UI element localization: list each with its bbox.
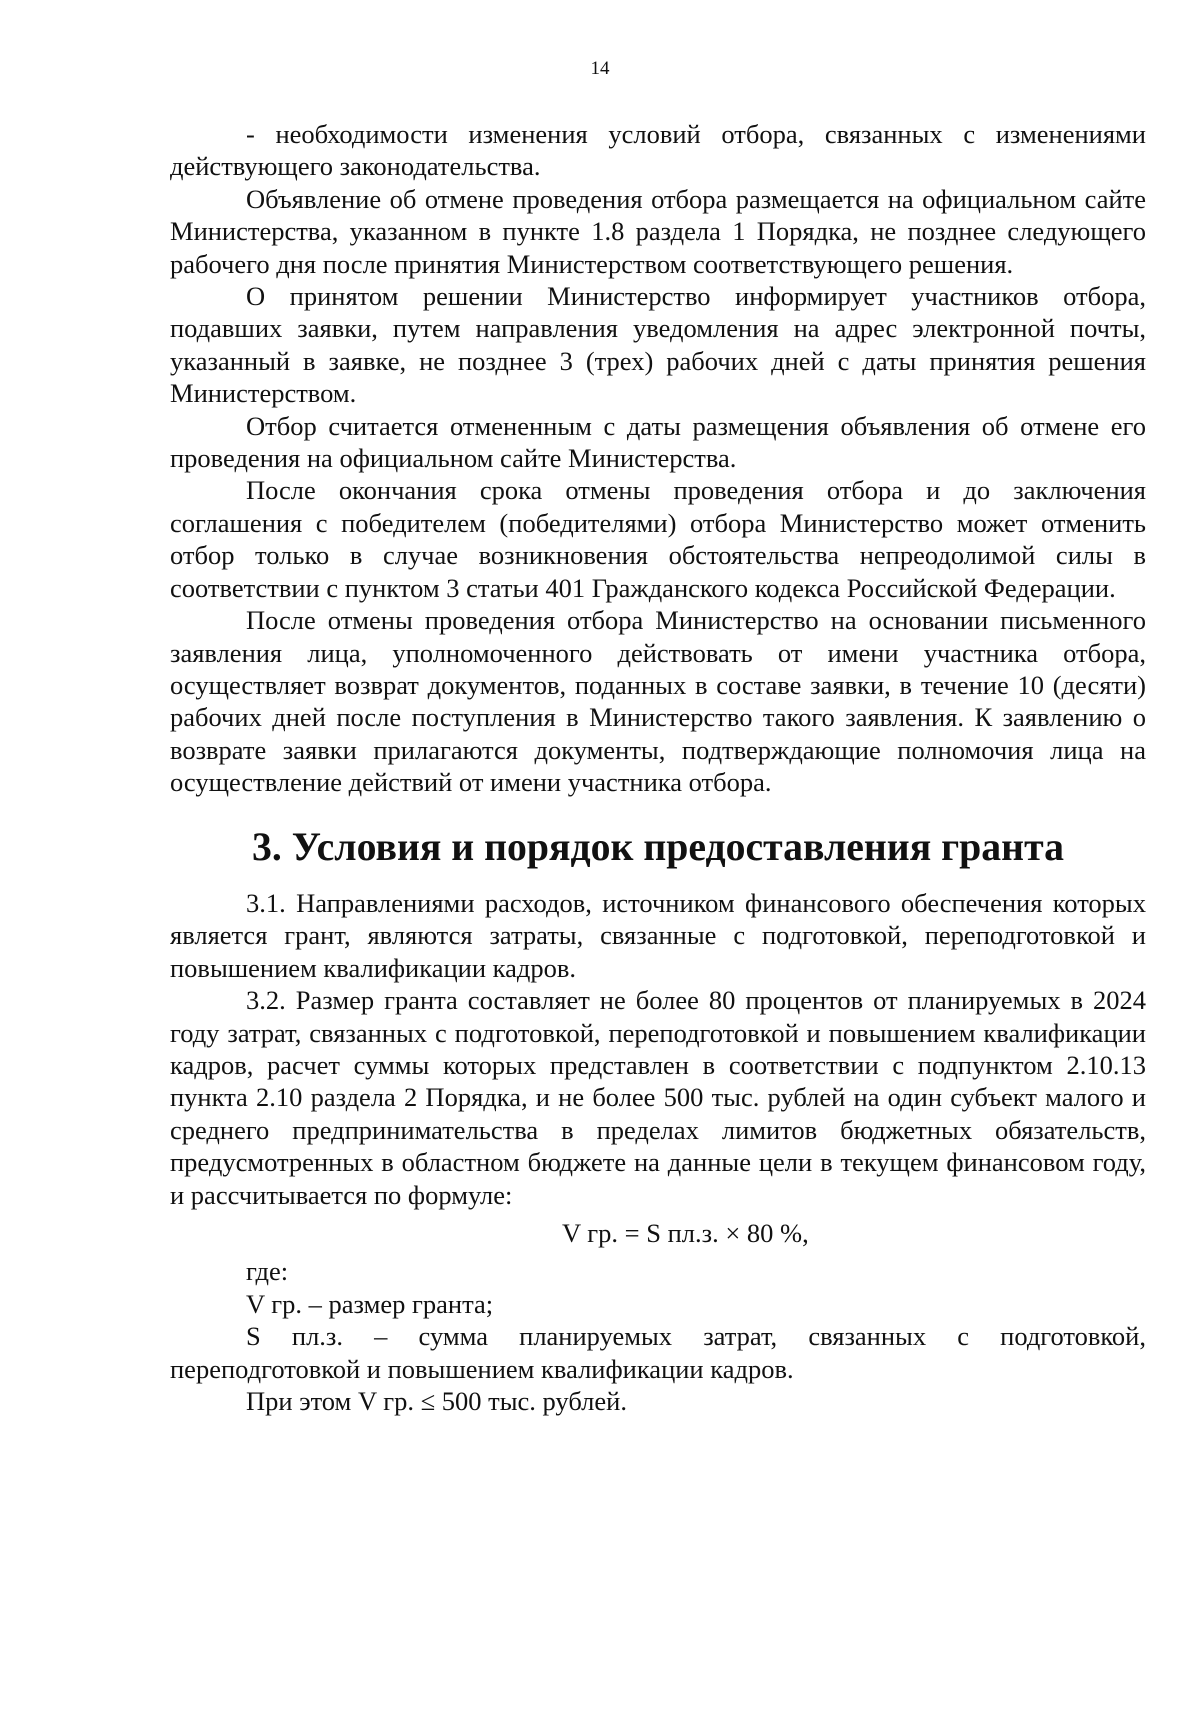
paragraph-cancel-announcement: Объявление об отмене проведения отбора размещается на официальном сайте Министерства, указанном в пункте 1.8 раздела 1 Порядка, не позднее следующего рабочего дня после принятия Министерством соответствующего решения. [170, 183, 1146, 279]
definition-v-gr: V гр. – размер гранта; [246, 1288, 494, 1319]
final-constraint: При этом V гр. ≤ 500 тыс. рублей. [246, 1386, 627, 1417]
definition-s-plz: S пл.з. – сумма планируемых затрат, связанных с подготовкой, переподготовкой и повышением квалификации кадров. [170, 1321, 1146, 1384]
paragraph-condition-change: - необходимости изменения условий отбора, связанных с изменениями действующего законодательства. [170, 119, 1146, 182]
paragraph-3-1: 3.1. Направлениями расходов, источником финансового обеспечения которых является грант, являются затраты, связанные с подготовкой, переподготовкой и повышением квалификации кадров. [170, 887, 1146, 983]
paragraph-force-majeure: После окончания срока отмены проведения отбора и до заключения соглашения с победителем (победителями) отбора Министерство может отменить отбор только в случае возникновения обстоятельства непреодолимой силы в соответствии с пунктом 3 статьи 401 Гражданского кодекса Российской Федерации. [170, 475, 1146, 603]
paragraph-3-2: 3.2. Размер гранта составляет не более 80 процентов от планируемых в 2024 году затрат, связанных с подготовкой, переподготовкой и повышением квалификации кадров, расчет суммы которых представлен в соответствии с подпунктом 2.10.13 пункта 2.10 раздела 2 Порядка, и не более 500 тыс. рублей на один субъект малого и среднего предпринимательства в пределах лимитов бюджетных обязательств, предусмотренных в областном бюджете на данные цели в текущем финансовом году, и рассчитывается по формуле: [170, 985, 1146, 1210]
document-body [170, 118, 1146, 1417]
paragraph-cancel-effective: Отбор считается отмененным с даты размещения объявления об отмене его проведения на официальном сайте Министерства. [170, 410, 1146, 474]
paragraph-documents-return: После отмены проведения отбора Министерство на основании письменного заявления лица, уполномоченного действовать от имени участника отбора, осуществляет возврат документов, поданных в составе заявки, в течение 10 (десяти) рабочих дней после поступления в Министерство такого заявления. К заявлению о возврате заявки прилагаются документы, подтверждающие полномочия лица на осуществление действий от имени участника отбора. [170, 605, 1146, 798]
grant-formula: V гр. = S пл.з. × 80 %, [562, 1218, 809, 1248]
where-label: где: [246, 1256, 289, 1287]
paragraph-notification: О принятом решении Министерство информирует участников отбора, подавших заявки, путем направления уведомления на адрес электронной почты, указанный в заявке, не позднее 3 (трех) рабочих дней с даты принятия решения Министерством. [170, 281, 1146, 409]
section-heading: 3. Условия и порядок предоставления гранта [252, 824, 1064, 869]
page-number: 14 [590, 58, 610, 79]
